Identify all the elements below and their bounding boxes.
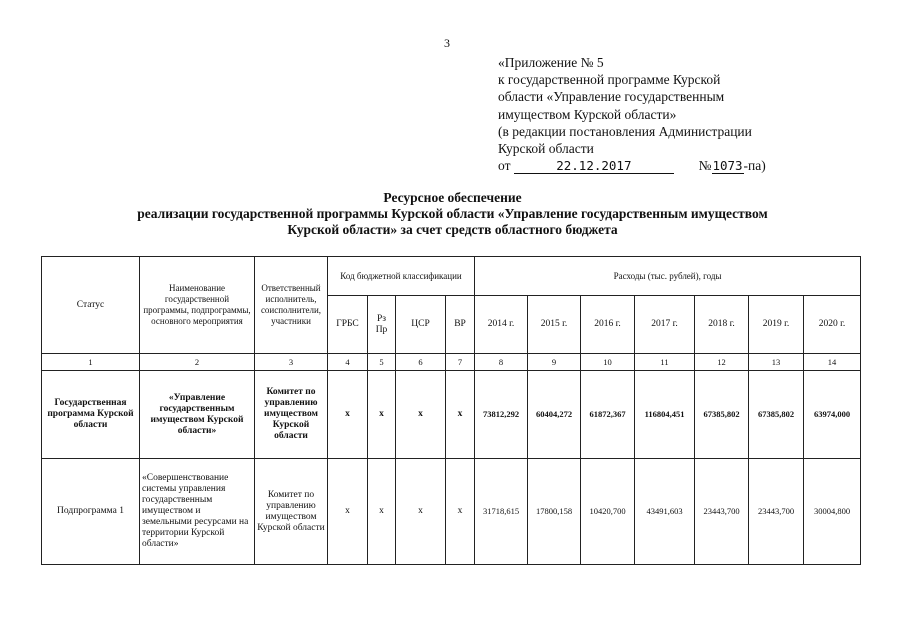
document-title: [0, 190, 905, 238]
row-rzpr: x: [368, 459, 396, 565]
column-number: 6: [396, 354, 446, 371]
row-value: 17800,158: [528, 459, 581, 565]
decree-number: 1073: [712, 158, 743, 174]
column-number: 13: [749, 354, 804, 371]
row-value: 43491,603: [635, 459, 695, 565]
row-value: 61872,367: [581, 371, 635, 459]
column-number: 8: [475, 354, 528, 371]
row-vr: x: [446, 371, 475, 459]
row-value: 116804,451: [635, 371, 695, 459]
column-number: 1: [42, 354, 140, 371]
column-number: 11: [635, 354, 695, 371]
appendix-line: Курской области: [498, 141, 594, 157]
title-line: Ресурсное обеспечение: [383, 190, 522, 205]
header-csr: ЦСР: [396, 296, 446, 354]
row-responsible: Комитет по управлению имуществом Курской области: [255, 459, 328, 565]
table-row: [42, 371, 861, 459]
row-value: 31718,615: [475, 459, 528, 565]
title-line: Курской области» за счет средств областного бюджета: [287, 222, 618, 237]
row-rzpr: x: [368, 371, 396, 459]
row-responsible: Комитет по управлению имуществом Курской области: [255, 371, 328, 459]
appendix-header: [498, 54, 766, 174]
row-value: 60404,272: [528, 371, 581, 459]
header-year: 2016 г.: [581, 296, 635, 354]
header-row-1: [42, 257, 861, 296]
resource-table: [41, 256, 861, 565]
row-grbs: x: [328, 371, 368, 459]
row-name: «Управление государственным имуществом Курской области»: [140, 371, 255, 459]
row-name: «Совершенствование системы управления государственным имуществом и земельными ресурсами на территории Курской области»: [140, 459, 255, 565]
number-label: №: [698, 158, 712, 174]
header-year: 2014 г.: [475, 296, 528, 354]
column-number: 10: [581, 354, 635, 371]
row-value: 67385,802: [749, 371, 804, 459]
decree-date: 22.12.2017: [514, 159, 674, 174]
row-status: Государственная программа Курской области: [42, 371, 140, 459]
number-suffix: -па): [743, 158, 766, 174]
appendix-line: имуществом Курской области»: [498, 106, 677, 122]
row-grbs: x: [328, 459, 368, 565]
column-number-row: [42, 354, 861, 371]
header-pr: Пр: [375, 324, 388, 335]
page-number: 3: [444, 36, 450, 50]
header-year: 2018 г.: [695, 296, 749, 354]
table-row: [42, 459, 861, 565]
decree-date-line: [498, 157, 766, 174]
column-number: 9: [528, 354, 581, 371]
header-name: Наименование государственной программы, подпрограммы, основного мероприятия: [140, 257, 255, 354]
header-year: 2017 г.: [635, 296, 695, 354]
header-expenses: Расходы (тыс. рублей), годы: [475, 257, 861, 296]
row-value: 10420,700: [581, 459, 635, 565]
header-status: Статус: [42, 257, 140, 354]
title-line: реализации государственной программы Курской области «Управление государственным имуществом: [137, 206, 768, 221]
appendix-line: к государственной программе Курской: [498, 72, 721, 88]
appendix-line: (в редакции постановления Администрации: [498, 123, 752, 139]
column-number: 14: [804, 354, 861, 371]
header-responsible: Ответственный исполнитель, соисполнители, участники: [255, 257, 328, 354]
row-value: 73812,292: [475, 371, 528, 459]
appendix-line: области «Управление государственным: [498, 89, 725, 105]
header-year: 2015 г.: [528, 296, 581, 354]
header-rzpr: [368, 296, 396, 354]
column-number: 5: [368, 354, 396, 371]
row-status: Подпрограмма 1: [42, 459, 140, 565]
row-value: 30004,800: [804, 459, 861, 565]
column-number: 3: [255, 354, 328, 371]
column-number: 7: [446, 354, 475, 371]
row-value: 23443,700: [695, 459, 749, 565]
row-value: 63974,000: [804, 371, 861, 459]
row-value: 23443,700: [749, 459, 804, 565]
row-value: 67385,802: [695, 371, 749, 459]
from-label: от: [498, 158, 511, 174]
row-csr: x: [396, 459, 446, 565]
header-grbs: ГРБС: [328, 296, 368, 354]
header-vr: ВР: [446, 296, 475, 354]
column-number: 2: [140, 354, 255, 371]
column-number: 4: [328, 354, 368, 371]
row-csr: x: [396, 371, 446, 459]
header-budget-code: Код бюджетной классификации: [328, 257, 475, 296]
column-number: 12: [695, 354, 749, 371]
header-year: 2019 г.: [749, 296, 804, 354]
appendix-line: «Приложение № 5: [498, 55, 604, 70]
row-vr: x: [446, 459, 475, 565]
header-rz: Рз: [376, 313, 387, 324]
header-year: 2020 г.: [804, 296, 861, 354]
